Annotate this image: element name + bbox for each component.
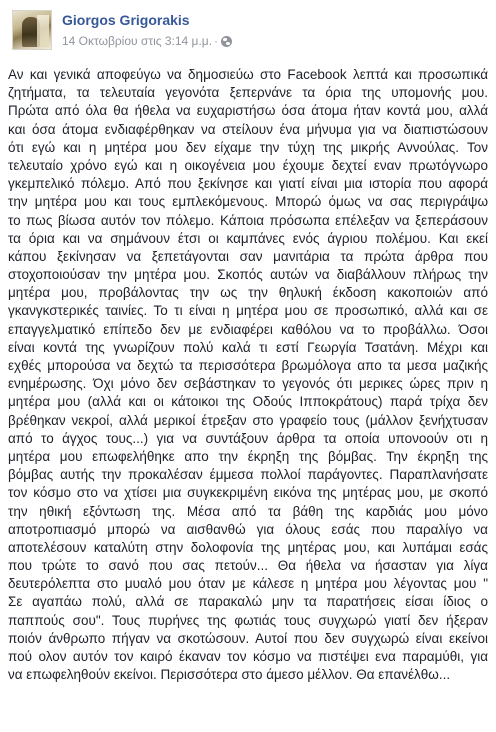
post-body-line: αποτροπιασμό μπορώ να αισθανθώ για όλους εσάς που παραλίγο να [8,521,488,537]
post-body-line: πού ολον αυτόν τον καιρό έκαναν τον κόσμο να πιστέψει ενα παραμύθι, για [8,649,488,664]
author-name-link[interactable]: Giorgos Grigorakis [62,12,190,28]
meta-separator: · [214,34,219,48]
post-body-line: βρέθηκαν νεκροί, αλλά μερικοί έτρεξαν στο γραφείο τους (μάλλον ξενήχτυσαν [8,412,488,428]
post-body-line: μητέρα μου, προβάλοντας την ως την θηλυκή έκδοση κακοποιών από [8,285,488,301]
post-body-line: την μητέρα μου και τους εμπλεκόμενους. Μπορώ όμως να σας περιγράψω [8,194,488,210]
post-body-line: Σε αγαπάω πολύ, αλλά σε παρακαλώ μην τα παρατήσεις είσαι ίδιος ο [8,594,488,610]
post-body-line: τον κόσμο στο να χτίσει μια συγκεκριμένη εικόνα της μητέρας μου, με σκοπό [8,485,488,501]
post-body-line: τελευταίο χρόνο εγώ και η οικογένεια μου έχουμε δεχτεί εναν πρωτόγνωρο [8,157,488,173]
post-body-line: κάπου ξεκίνησαν να ξεπετάγονται σαν μανιτάρια τα πρώτα άρθρα που [8,248,488,264]
post-body-line: αποτελέσουν καταλύτη στην δολοφονία της μητέρας μου, και λυπάμαι εσάς [8,539,488,555]
post-body-line: βόμβας αυτής την προκαλέσαν έμμεσα πολλοί παράγοντες. Παραπλανήσατε [8,467,488,483]
post-body-line: την ηθική εξόντωση της. Μέσα από τα βάθη της καρδιάς μου μόνο [8,503,488,519]
post-body-line: επαγγελματικό επίπεδο δεν με ενδιαφέρει καθόλου να το προβάλλω. Όσοι [8,321,488,337]
post-body-line: ότι εγώ και η μητέρα μου δεν είχαμε την τύχη της μικρής Αννούλας. Τον [8,139,488,155]
post-body-line: ποιόν άνθρωπο πήγαν να σκοτώσουν. Αυτοί που δεν συγχωρώ είναι εκείνοι [8,630,488,646]
post-body-line: εχθές μπορούσα να δεχτώ τα περισσότερα βρωμόλογα απο τα μεσα μαζικής [8,358,488,373]
post-body-line: Πρώτα από όλα θα ήθελα να ευχαριστήσω όσα άτομα ήταν κοντά μου, αλλά [8,103,488,119]
post-body-line: γκανγκστερικές ταινίες. Το τι είναι η μητέρα μου σε προσωπικό, αλλά και σε [8,303,488,319]
post-body-line: στοχοποιούσαν την μητέρα μου. Σκοπός αυτών να διαβάλλουν πλήρως την [8,267,488,283]
post-body-line: γκεμπελικό πόλεμο. Από που ξεκίνησε και γιατί είναι μια ιστορία που αφορά [8,176,488,192]
post-body-line: από το άγχος τους...) για να συντάξουν άρθρα τα οποία υπονοούν οτι η [8,430,488,446]
post-body-line: και όσα άτομα ενδιαφέρθηκαν να στείλουν ένα μήνυμα για να διαπιστώσουν [8,121,488,137]
author-avatar[interactable] [12,10,52,50]
post-body-line: παππούς σου". Τους πυρήνες της φωτιάς τους συγχωρώ γιατί δεν ήξεραν [8,612,488,628]
globe-icon[interactable] [221,36,232,47]
post-body-line: τα όρια και να σημάνουν έτσι οι καμπάνες ενός άγριου πολέμου. Και εκεί [8,230,488,246]
post-body [8,66,488,684]
post-body-line: είναι κοντά της γνωρίζουν πολύ καλά τι εστί Γεωργία Τσατάνη. Μέχρι και [8,339,488,355]
post-body-line: μητέρα μου επωφελήθηκε απο την έκρηξη της βόμβας. Την έκρηξη της [8,448,488,464]
avatar-background-light [37,15,49,47]
post-body-line: ενημέρωσης. Όχι μόνο δεν σεβάστηκαν το γεγονός ότι μερικες ώρες πριν η [8,376,488,392]
post-timestamp-link[interactable]: 14 Οκτωβρίου στις 3:14 μ.μ. [62,34,213,48]
post-body-line: Αν και γενικά αποφεύγω να δημοσιεύω στο Facebook λεπτά και προσωπικά [8,67,488,82]
post-body-line: που τρώτε το σανό που σας πετούν... Θα ήθελα να ήσασταν για λίγα [8,558,488,574]
post-body-line: να επωφεληθούν εκείνοι. Περισσότερα στο άμεσο μέλλον. Θα επανέλθω... [8,667,451,683]
post-body-line: δευτερόλεπτα στο μυαλό μου όταν με κάλεσε η μητέρα μου λέγοντας μου " [8,576,488,592]
post-meta [62,34,232,48]
post-body-line: το πως βίωσα αυτόν τον πόλεμο. Κάποια πρόσωπα επέλεξαν να ξεπεράσουν [8,212,488,228]
post-body-line: ζητήματα, τα τελευταία γεγονότα ξεπερνάνε τα όρια της υπομονής μου. [8,85,488,101]
post-header [8,10,488,54]
post-body-line: μητέρα μου (αλλά και οι κάτοικοι της Οδούς Ιπποκράτους) παρά τρίχα δεν [8,394,488,410]
